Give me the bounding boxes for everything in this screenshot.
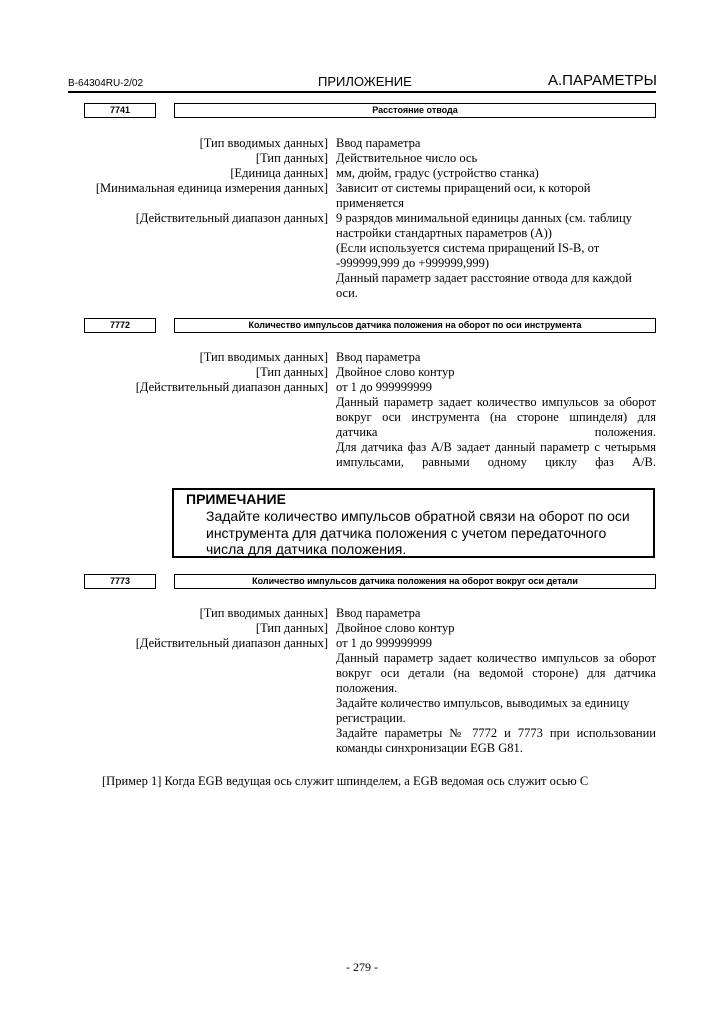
example-text: [Пример 1] Когда EGB ведущая ось служит шпинделем, а EGB ведомая ось служит осью C [102,774,589,788]
label-data-unit: [Единица данных] [230,166,328,180]
description-7772-1: Данный параметр задает количество импульсов за оборот вокруг оси инструмента (на стороне шпинделя) для датчика положения. [336,395,656,439]
label-valid-range: [Действительный диапазон данных] [135,380,328,394]
label-input-type: [Тип вводимых данных] [199,606,328,620]
note-body: Задайте количество импульсов обратной связи на оборот по оси инструмента для датчика положения с учетом передаточного числа для датчика положения. [206,508,630,557]
value-valid-range: от 1 до 999999999 [336,380,433,394]
value-data-type: Двойное слово контур [336,365,455,379]
label-data-type: [Тип данных] [255,151,328,165]
section-title: ПРИЛОЖЕНИЕ [318,74,412,89]
value-input-type: Ввод параметра [336,606,421,620]
label-valid-range: [Действительный диапазон данных] [135,636,328,650]
param-number-7741: 7741 [84,103,156,118]
param-name-7773: Количество импульсов датчика положения на оборот вокруг оси детали [174,574,656,589]
description-7773-2: Задайте количество импульсов, выводимых за единицу регистрации. [336,696,630,725]
label-input-type: [Тип вводимых данных] [199,136,328,150]
description-7741: Данный параметр задает расстояние отвода для каждой оси. [336,271,632,300]
param-name-7741: Расстояние отвода [174,103,656,118]
value-valid-range: от 1 до 999999999 [336,636,433,650]
value-data-type: Двойное слово контур [336,621,455,635]
label-input-type: [Тип вводимых данных] [199,350,328,364]
value-data-unit: мм, дюйм, градус (устройство станка) [336,166,539,180]
header-rule [68,91,656,93]
value-input-type: Ввод параметра [336,350,421,364]
param-name-7772: Количество импульсов датчика положения на оборот по оси инструмента [174,318,656,333]
doc-code: B-64304RU-2/02 [68,78,144,89]
description-7773-3: Задайте параметры № 7772 и 7773 при использовании команды синхронизации EGB G81. [336,726,656,755]
label-valid-range: [Действительный диапазон данных] [135,211,328,225]
label-data-type: [Тип данных] [255,365,328,379]
value-data-type: Действительное число ось [336,151,478,165]
param-number-7773: 7773 [84,574,156,589]
value-input-type: Ввод параметра [336,136,421,150]
description-7773-1: Данный параметр задает количество импульсов за оборот вокруг оси детали (на ведомой стороне) для датчика положения. [336,651,656,695]
value-valid-range: 9 разрядов минимальной единицы данных (см. таблицу настройки стандартных параметров (А)) [336,211,632,240]
label-data-type: [Тип данных] [255,621,328,635]
description-7772-2: Для датчика фаз A/B задает данный параметр с четырьмя импульсами, равными одному циклу фаз A/B. [336,440,656,469]
note-box [172,488,655,558]
range-note: (Если используется система приращений IS-B, от -999999,999 до +999999,999) [336,241,600,270]
label-min-unit: [Минимальная единица измерения данных] [95,181,328,195]
note-title: ПРИМЕЧАНИЕ [186,491,286,507]
value-min-unit: Зависит от системы приращений оси, к которой применяется [336,181,591,210]
chapter-title: А.ПАРАМЕТРЫ [548,72,657,89]
param-number-7772: 7772 [84,318,156,333]
page-number: - 279 - [346,960,378,974]
